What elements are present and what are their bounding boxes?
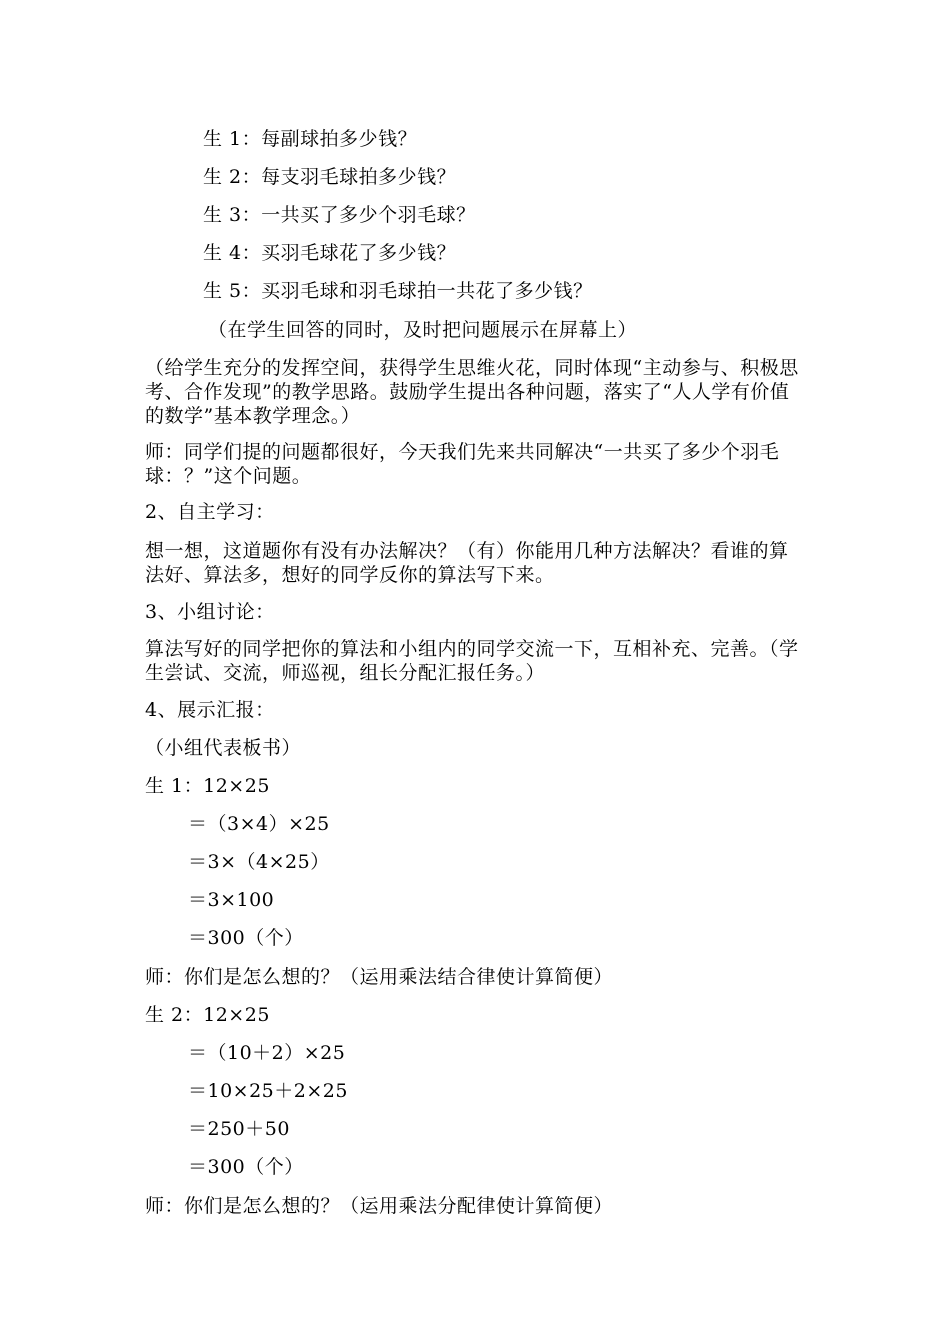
teacher-intro: 师：同学们提的问题都很好，今天我们先来共同解决“一共买了多少个羽毛球：？”这个问题。	[145, 441, 780, 487]
solution-2-step: ＝（10＋2）×25	[188, 1042, 346, 1064]
design-note: （给学生充分的发挥空间，获得学生思维火花，同时体现“主动参与、积极思考、合作发现”的教学思路。鼓励学生提出各种问题，落实了“人人学有价值的数学”基本教学理念。）	[145, 357, 799, 427]
section-4-title: 4、展示汇报：	[145, 699, 275, 721]
solution-2-step: ＝10×25＋2×25	[188, 1080, 348, 1102]
board-note: （小组代表板书）	[145, 737, 302, 759]
solution-1-step: ＝3×100	[188, 889, 275, 911]
student-question-2: 生 2：每支羽毛球拍多少钱？	[203, 166, 457, 188]
solution-1-teacher: 师：你们是怎么想的？（运用乘法结合律使计算简便）	[145, 966, 614, 988]
solution-2-step: ＝300（个）	[188, 1156, 304, 1178]
solution-1-step: ＝3×（4×25）	[188, 851, 330, 873]
student-question-1: 生 1：每副球拍多少钱？	[203, 128, 418, 150]
solution-1-step: ＝（3×4）×25	[188, 813, 330, 835]
section-3-title: 3、小组讨论：	[145, 601, 275, 623]
solution-2-teacher: 师：你们是怎么想的？（运用乘法分配律使计算简便）	[145, 1195, 614, 1217]
solution-2-step: ＝250＋50	[188, 1118, 290, 1140]
student-question-3: 生 3：一共买了多少个羽毛球？	[203, 204, 476, 226]
section-3-text: 算法写好的同学把你的算法和小组内的同学交流一下，互相补充、完善。（学生尝试、交流，师巡视，组长分配汇报任务。）	[145, 638, 799, 684]
section-2-title: 2、自主学习：	[145, 501, 275, 523]
screen-note: （在学生回答的同时，及时把问题展示在屏幕上）	[208, 319, 638, 341]
solution-1-step: ＝300（个）	[188, 927, 304, 949]
section-2-text: 想一想，这道题你有没有办法解决？（有）你能用几种方法解决？看谁的算法好、算法多，想好的同学反你的算法写下来。	[145, 540, 789, 586]
solution-1-head: 生 1：12×25	[145, 775, 270, 797]
student-question-5: 生 5：买羽毛球和羽毛球拍一共花了多少钱？	[203, 280, 593, 302]
student-question-4: 生 4：买羽毛球花了多少钱？	[203, 242, 457, 264]
solution-2-head: 生 2：12×25	[145, 1004, 270, 1026]
